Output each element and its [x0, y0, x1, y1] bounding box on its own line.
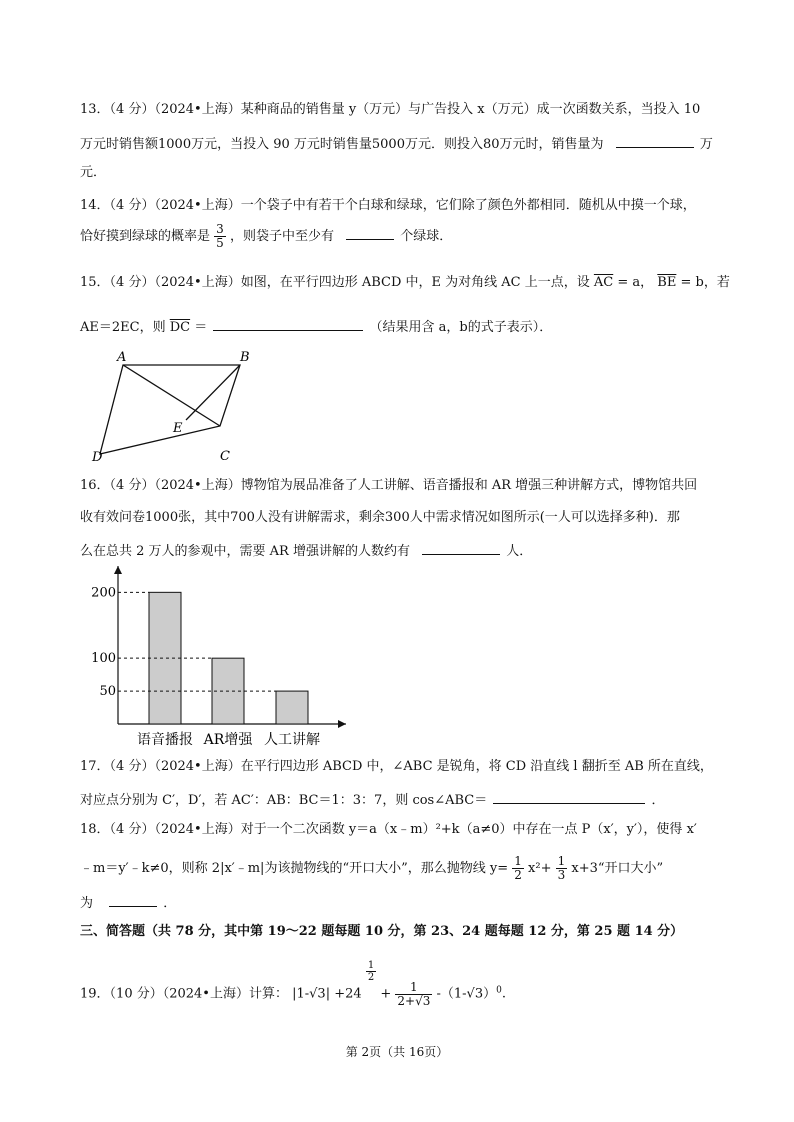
label-c: C	[220, 449, 230, 464]
parallelogram-abcd	[100, 365, 240, 454]
q16-line1: 16．（4 分）（2024•上海）博物馆为展品准备了人工讲解、语音播报和 AR 增强三种讲解方式，博物馆共回	[80, 478, 698, 493]
category-label: 语音播报	[137, 732, 193, 748]
q19-end: .	[501, 986, 506, 1002]
diagonal-ac	[123, 365, 220, 426]
q14-text2: ，则袋子中至少有	[229, 229, 334, 244]
q18-answer-blank	[109, 892, 157, 907]
q19-f-num: 1	[395, 981, 432, 995]
segment-be	[186, 365, 240, 420]
q14-line1: 14．（4 分）（2024•上海）一个袋子中有若干个白球和绿球，它们除了颜色外都相同．随机从中摸一个球，	[80, 198, 696, 213]
q19-abs: |1-√3|	[292, 986, 331, 1002]
category-label: AR增强	[203, 732, 253, 748]
bar	[149, 592, 181, 724]
q15-text3: （结果用含 a，b的式子表示）．	[369, 320, 553, 335]
q19-fraction	[395, 981, 432, 1008]
q18-fraction-1	[512, 855, 524, 882]
q13-text: 万元时销售额1000万元，当投入 90 万元时销售量5000万元．则投入80万元时，销售量为	[80, 137, 604, 152]
q16-line2: 收有效问卷1000张，其中700人没有讲解需求，剩余300人中需求情况如图所示(一人可以选择多种)．那	[80, 510, 680, 525]
q17-line2	[80, 789, 665, 810]
q15-eq-b: = b，若	[680, 275, 730, 290]
q19-plus: +	[380, 986, 392, 1002]
q16-answer-blank	[422, 540, 500, 555]
q19-plus24: +24	[334, 986, 362, 1002]
q18-fraction-2	[556, 855, 568, 882]
y-axis-arrow	[114, 566, 122, 574]
q13-line1: 13．（4 分）（2024•上海）某种商品的销售量 y（万元）与广告投入 x（万元）成一次函数关系，当投入 10	[80, 102, 701, 117]
label-b: B	[240, 350, 250, 365]
q15-line1	[80, 274, 730, 292]
q14-text: 恰好摸到绿球的概率是	[80, 229, 211, 244]
q19-f-den: 2+√3	[397, 994, 431, 1008]
q13-answer-blank	[616, 133, 694, 148]
section-3-heading: 三、简答题（共 78 分，其中第 19～22 题每题 10 分，第 23、24 题每题 12 分，第 25 题 14 分）	[80, 924, 684, 939]
q18-f1-den: 2	[514, 868, 522, 882]
q15-eq-a: = a，	[617, 275, 654, 290]
x-axis-arrow	[338, 720, 346, 728]
q18-x2-term: x²+	[528, 861, 552, 876]
q16-unit: 人．	[506, 544, 533, 559]
bar	[276, 691, 308, 724]
q15-text: 15．（4 分）（2024•上海）如图，在平行四边形 ABCD 中，E 为对角线 AC 上一点，设	[80, 275, 590, 290]
category-label: 人工讲解	[264, 732, 320, 748]
parallelogram-figure	[88, 348, 258, 464]
q19-tail-exp: 0	[496, 985, 502, 996]
q14-probability-fraction	[214, 223, 226, 250]
q16-text: 么在总共 2 万人的参观中，需要 AR 增强讲解的人数约有	[80, 544, 410, 559]
q18-x-term: x+3“开口大小”	[571, 861, 664, 876]
y-tick-label: 100	[91, 651, 116, 667]
label-e: E	[173, 421, 183, 436]
bar-chart	[88, 560, 350, 750]
q17-text: 对应点分别为 C′，D′，若 AC′：AB：BC＝1：3：7，则 cos∠ABC＝	[80, 793, 488, 808]
q17-answer-blank	[493, 789, 645, 804]
q19-lead: 19．（10 分）（2024•上海）计算：	[80, 986, 288, 1002]
q19-exponent	[366, 960, 376, 983]
vector-be: $\overline{BE}$	[657, 275, 677, 290]
vector-dc: $\overline{DC}$	[169, 320, 191, 335]
q18-f2-num: 1	[557, 854, 566, 868]
q19-exp-num: 1	[367, 960, 375, 971]
q18-line3	[80, 892, 176, 913]
label-a: A	[117, 350, 127, 365]
q14-answer-blank	[346, 225, 394, 240]
vector-ac: $\overline{AC}$	[593, 275, 614, 290]
q13-unit: 万	[699, 137, 713, 152]
q16-line3	[80, 540, 532, 561]
q13-line3: 元．	[80, 165, 107, 180]
q18-line2	[80, 855, 663, 882]
q18-text: ﹣m＝y′﹣k≠0，则称 2|x′﹣m|为该抛物线的“开口大小”，那么抛物线	[80, 861, 486, 876]
q15-eq: ＝	[194, 320, 208, 335]
q18-y-eq: y=	[489, 861, 509, 876]
y-tick-label: 200	[91, 585, 116, 601]
q17-end: ．	[651, 793, 665, 808]
q19-tail: -（1-√3）	[436, 986, 497, 1002]
q18-text3: 为	[80, 896, 94, 911]
q18-line1: 18．（4 分）（2024•上海）对于一个二次函数 y＝a（x﹣m）²+k（a≠0）中存在一点 P（x′，y′），使得 x′	[80, 822, 697, 837]
q15-text2: AE＝2EC，则	[80, 320, 166, 335]
q15-answer-blank	[213, 316, 363, 331]
page-footer: 第 2页（共 16页）	[345, 1045, 449, 1059]
q13-line2	[80, 133, 713, 154]
q14-line2	[80, 223, 452, 250]
q14-frac-num: 3	[216, 222, 224, 236]
q19-exp-den: 2	[367, 972, 375, 983]
q18-f1-num: 1	[514, 854, 522, 868]
y-tick-label: 50	[99, 684, 116, 700]
label-d: D	[92, 450, 103, 464]
q15-line2	[80, 316, 552, 337]
q17-line1: 17．（4 分）（2024•上海）在平行四边形 ABCD 中，∠ABC 是锐角，将 CD 沿直线 l 翻折至 AB 所在直线，	[80, 759, 713, 774]
q18-f2-den: 3	[557, 868, 566, 882]
q14-text3: 个绿球．	[400, 229, 453, 244]
q14-frac-den: 5	[216, 236, 224, 250]
q18-end: ．	[163, 896, 177, 911]
q19-line	[80, 960, 506, 1008]
